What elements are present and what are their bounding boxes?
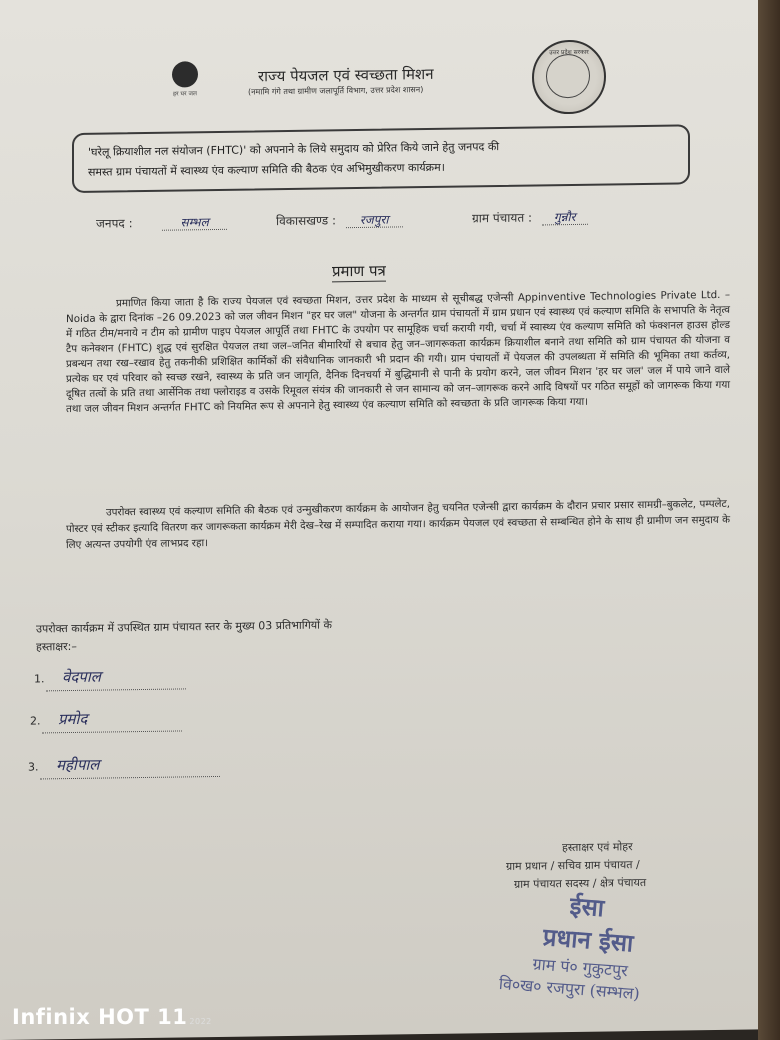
district-field bbox=[96, 213, 227, 232]
page-subtitle: (नमामि गंगे तथा ग्रामीण जलापूर्ति विभाग, उत्तर प्रदेश शासन) bbox=[248, 85, 424, 97]
signatory-line-3: ग्राम पंचायत सदस्य / क्षेत्र पंचायत bbox=[514, 875, 647, 891]
participant-number: 3. bbox=[28, 760, 39, 774]
page-title: राज्य पेयजल एवं स्वच्छता मिशन bbox=[258, 64, 434, 86]
participant-number: 1. bbox=[34, 672, 45, 686]
banner-line-2: समस्त ग्राम पंचायतों में स्वास्थ्य एंव कल्याण समिति की बैठक एंव अभिमुखीकरण कार्यक्रम। bbox=[88, 160, 445, 179]
block-label: विकासखण्ड : bbox=[276, 213, 337, 229]
signatory-line-1: हस्ताक्षर एवं मोहर bbox=[562, 840, 633, 855]
participant-row bbox=[34, 667, 101, 688]
certificate-paragraph-2: उपरोक्त स्वास्थ्य एवं कल्याण समिति की बैठक एवं उन्मुखीकरण कार्यक्रम के आयोजन हेतु चयनित एजेन्सी द्वारा कार्यक्रम के दौरान प्रचार प्रसार सामग्री–बुकलेट, पम्पलेट, पोस्टर एवं स्टीकर इत्यादि वितरण कर जागरूकता कार्यक्रम मेरी देख–रेख में सम्पादित कराया गया। कार्यक्रम पेयजल एवं स्वच्छता से सम्बन्धित होने के साथ ही ग्रामीण जन समुदाय के लिए अत्यन्त उपयोगी एंव लाभप्रद रहा। bbox=[66, 497, 730, 552]
participant-signature: वेदपाल bbox=[62, 667, 101, 687]
participant-row bbox=[28, 755, 99, 776]
table-edge bbox=[758, 0, 780, 1040]
panchayat-field bbox=[472, 208, 588, 227]
participant-row bbox=[30, 709, 87, 730]
stamp-line-3: वि०ख० रजपुरा (सम्भल) bbox=[498, 973, 641, 1004]
stamp-line-1: प्रधान ईसा bbox=[541, 922, 635, 958]
participant-signature: प्रमोद bbox=[58, 709, 88, 729]
program-banner bbox=[72, 124, 690, 193]
panchayat-value: गुन्नौर bbox=[542, 210, 588, 226]
panchayat-label: ग्राम पंचायत : bbox=[472, 210, 533, 226]
certificate-paragraph-1: प्रमाणित किया जाता है कि राज्य पेयजल एवं स्वच्छता मिशन, उत्तर प्रदेश के माध्यम से सूचीबद्ध एजेन्सी Appinventive Technologies Private Ltd. – Noida के द्वारा दिनांक –26 09.2023 को जल जीवन मिशन "हर घर जल" योजना के अन्तर्गत ग्राम पंचायतों में ग्राम प्रधान एवं स्वास्थ्य एवं कल्याण समिति के सभापति के नेतृत्व में गठित टीम/मनाये न टीम को ग्रामीण पाइप पेयजल आपूर्ति तथा FHTC के उपयोग पर सामूहिक चर्चा करायी गयी, चर्चा में स्वास्थ्य एंव कल्याण समिति को फंक्शनल हाउस होल्ड टैप कनेक्शन (FHTC) शुद्ध एवं सुरक्षित पेयजल तथा जल–जनित बीमारियों से बचाव हेतु जन–जागरूकता कार्यक्रम क्रियाशील बनाने तथा समिति को ग्राम पंचायत की योजना व प्रबन्धन तथा रख–रखाव हेतु तकनीकी प्रशिक्षित कार्मिकों की संवैधानिक जानकारी भी प्रदान की गयी। ग्राम पंचायतों में पेयजल की उपलब्धता में समिति की भूमिका तथा कर्तव्य, प्रत्येक घर एवं परिवार को स्वच्छ रखने, स्वास्थ्य के प्रति जन जागृति, दैनिक दिनचर्या में बुद्धिमानी से पानी के प्रयोग करने, जल जीवन मिशन 'हर घर जल' जल में पाये जाने वाले दूषित तत्वों के प्रति तथा आर्सेनिक तथा फ्लोराइड व उसके रिमूवल संयंत्र की जानकारी से जन सामान्य को जन–जागरूक करने आदि विषयों पर गठित समूहों को जागरूक किया गया तथा जल जीवन मिशन अन्तर्गत FHTC को नियमित रूप से अपनाने हेतु स्वास्थ्य एंव कल्याण समिति को स्वच्छता के प्रति जागरूक किया गया। bbox=[66, 288, 730, 416]
district-label: जनपद : bbox=[96, 216, 133, 231]
up-government-emblem-icon bbox=[532, 40, 606, 115]
stamp-signature: ईसा bbox=[568, 890, 606, 923]
signature-line bbox=[40, 775, 220, 780]
participant-number: 2. bbox=[30, 714, 41, 728]
camera-year-text: 2022 bbox=[189, 1017, 212, 1026]
pradhan-stamp bbox=[495, 884, 715, 1019]
block-field bbox=[276, 210, 403, 229]
signatory-line-2: ग्राम प्रधान / सचिव ग्राम पंचायत / bbox=[506, 858, 640, 873]
signature-line bbox=[42, 729, 182, 733]
participant-signature: महीपाल bbox=[56, 755, 100, 775]
banner-line-1: 'घरेलू क्रियाशील नल संयोजन (FHTC)' को अपनाने के लिये समुदाय को प्रेरित किये जाने हेतु जनपद की bbox=[88, 140, 500, 159]
participants-signature-label: हस्ताक्षर:– bbox=[36, 639, 77, 654]
stamp-line-2: ग्राम पं० गुकुटपुर bbox=[531, 954, 629, 981]
water-drop-icon bbox=[172, 61, 198, 87]
logo-caption: हर घर जल bbox=[173, 90, 197, 98]
certificate-heading: प्रमाण पत्र bbox=[332, 261, 386, 281]
district-value: सम्भल bbox=[162, 215, 226, 231]
camera-brand-text: Infinix HOT 11 bbox=[12, 1005, 188, 1029]
camera-watermark bbox=[12, 1005, 212, 1029]
signature-line bbox=[46, 687, 186, 691]
emblem-caption: उत्तर प्रदेश सरकार bbox=[549, 48, 589, 57]
block-value: रजपुरा bbox=[346, 212, 403, 228]
har-ghar-jal-logo bbox=[155, 61, 215, 122]
participants-intro: उपरोक्त कार्यक्रम में उपस्थित ग्राम पंचायत स्तर के मुख्य 03 प्रतिभागियों के bbox=[36, 618, 332, 636]
